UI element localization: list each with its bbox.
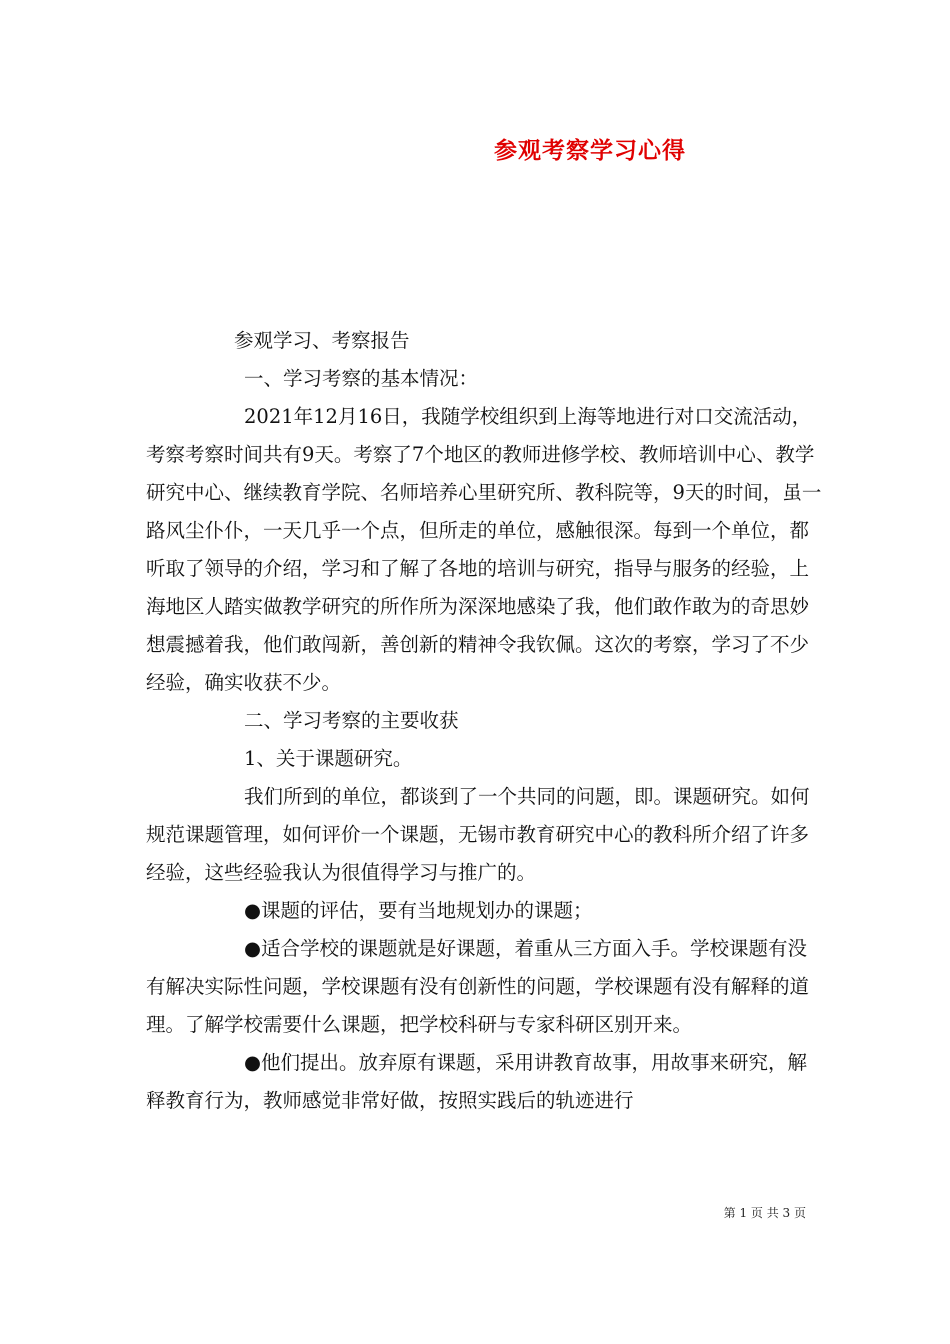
page-number-footer: 第 1 页 共 3 页 <box>723 1206 806 1220</box>
bullet-item-1: ●课题的评估，要有当地规划办的课题； <box>244 899 593 922</box>
bullet-item-3: ●他们提出。放弃原有课题，采用讲教育故事，用故事来研究，解释教育行为，教师感觉非常好做，按照实践后的轨迹进行 <box>146 1051 808 1112</box>
document-title: 参观考察学习心得 <box>494 137 686 164</box>
paragraph-basic-info: 2021年12月16日，我随学校组织到上海等地进行对口交流活动，考察考察时间共有9天。考察了7个地区的教师进修学校、教师培训中心、教学研究中心、继续教育学院、名师培养心里研究所、教科院等，9天的时间，虽一路风尘仆仆，一天几乎一个点，但所走的单位，感触很深。每到一个单位，都听取了领导的介绍，学习和了解了各地的培训与研究，指导与服务的经验，上海地区人踏实做教学研究的所作所为深深地感染了我，他们敢作敢为的奇思妙想震撼着我，他们敢闯新，善创新的精神令我钦佩。这次的考察，学习了不少经验，确实收获不少。 <box>146 405 822 694</box>
report-heading: 参观学习、考察报告 <box>234 329 410 352</box>
section-heading-1: 一、学习考察的基本情况： <box>244 367 479 390</box>
paragraph-topic-research: 我们所到的单位，都谈到了一个共同的问题，即。课题研究。如何规范课题管理，如何评价一个课题，无锡市教育研究中心的教科所介绍了许多经验，这些经验我认为很值得学习与推广的。 <box>146 785 810 884</box>
subsection-heading-1: 1、关于课题研究。 <box>244 747 413 770</box>
bullet-item-2: ●适合学校的课题就是好课题，着重从三方面入手。学校课题有没有解决实际性问题，学校课题有没有创新性的问题，学校课题有没有解释的道理。了解学校需要什么课题，把学校科研与专家科研区别开来。 <box>146 937 810 1036</box>
document-body <box>146 322 822 1120</box>
section-heading-2: 二、学习考察的主要收获 <box>244 709 459 732</box>
